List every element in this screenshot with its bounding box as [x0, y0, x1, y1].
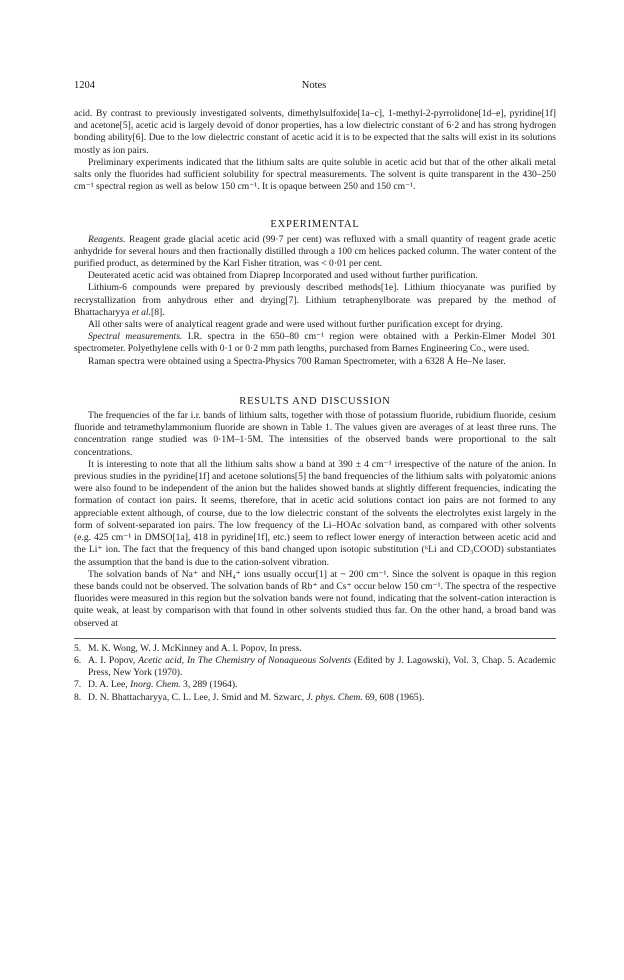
reference-details: 3, 289 (1964). [180, 679, 238, 691]
reference-details: 69, 608 (1965). [362, 691, 425, 703]
results-paragraph: The frequencies of the far i.r. bands of lithium salts, together with those of potassium fluoride, rubidium fluoride, cesium fluoride and tetramethylammonium fluoride are shown in Table 1. The values given are averages of at least three runs. The concentration range studied was 0·1M–1·5M. The intensities of the observed bands were proportional to the salt concentrations. [74, 410, 556, 458]
results-paragraph: The solvation bands of Na⁺ and NH₄⁺ ions usually occur[1] at ~ 200 cm⁻¹. Since the solvent is opaque in this region these bands could not be observed. The solvation bands of Rb⁺ and Cs⁺ occur below 150 cm⁻¹. The spectra of the respective fluorides were measured in this region but the solvation bands were not found, indicating that the solvent-cation interaction is quite weak, at least by comparison with that found in other solvents studied thus far. On the other hand, a broad band was observed at [74, 568, 556, 629]
lithium-paragraph [74, 282, 556, 319]
reference-details: (Edited by J. Lagowski), Vol. 3, Chap. 5. Academic Press, New York (1970). [88, 654, 556, 679]
raman-paragraph: Raman spectra were obtained using a Spectra-Physics 700 Raman Spectrometer, with a 6328 Å He–Ne laser. [88, 355, 506, 367]
reference-number: 5. [74, 642, 82, 654]
results-paragraph: It is interesting to note that all the lithium salts show a band at 390 ± 4 cm⁻¹ irrespective of the nature of the anion. In previous studies in the pyridine[1f] and acetone solutions[5] the band frequencies of the lithium salts with polyatomic anions were also found to be independent of the anion but the halides showed bands at slightly different frequencies, indicating the formation of contact ion pairs. It seems, therefore, that in acetic acid solutions contact ion pairs are not formed to any appreciable extent although, of course, due to the low dielectric constant of the solvents the electrolytes exist largely in the form of solvent-separated ion pairs. The low frequency of the Li–HOAc solvation band, as compared with other solvents (e.g. 425 cm⁻¹ in DMSO[1a], 418 in pyridine[1f], etc.) seem to reflect lower energy of interaction between acetic acid and the Li⁺ ion. The fact that the frequency of this band changed upon isotopic substitution (⁶Li and CD₃COOD) substantiates the assumption that the band is due to the cation-solvent vibration. [74, 458, 556, 568]
et-al: et al. [131, 306, 151, 318]
deuterated-paragraph: Deuterated acetic acid was obtained from Diaprep Incorporated and used without further purification. [88, 270, 478, 282]
article-body [74, 108, 556, 704]
spectral-paragraph [74, 331, 556, 355]
reference-authors: M. K. Wong, W. J. McKinney and A. I. Popov, In press. [88, 642, 302, 654]
reference-number: 6. [74, 654, 82, 666]
reference-item [74, 679, 556, 691]
reagents-lead: Reagents. [88, 233, 126, 245]
reference-text [88, 643, 556, 655]
spectral-lead: Spectral measurements. [88, 331, 183, 343]
reference-item [74, 655, 556, 679]
intro-paragraph: acid. By contrast to previously investigated solvents, dimethylsulfoxide[1a–c], 1-methyl-2-pyrrolidone[1d–e], pyridine[1f] and acetone[5], acetic acid is largely devoid of donor properties, has a low dielectric constant of 6·2 and has strong hydrogen bonding ability[6]. Due to the low dielectric constant of acetic acid it is to be expected that the salts will exist in its solutions mostly as ion pairs. [74, 108, 556, 156]
reagents-text: Reagent grade glacial acetic acid (99·7 per cent) was refluxed with a small quantity of reagent grade acetic anhydride for several hours and then fractionally distilled through a 100 cm helices packed column. The water content of the purified product, as determined by the Karl Fisher titration, was < 0·01 per cent. [74, 233, 556, 270]
reference-authors: D. N. Bhattacharyya, C. L. Lee, J. Smid and M. Szwarc, [88, 691, 307, 703]
running-head: Notes [301, 80, 327, 91]
reference-text [88, 679, 556, 691]
reference-title: J. phys. Chem. [306, 691, 363, 703]
reference-item [74, 692, 556, 704]
spectral-text: I.R. spectra in the 650–80 cm⁻¹ region were obtained with a Perkin-Elmer Model 301 spectrometer. Polyethylene cells with 0·1 or 0·2 mm path lengths, purchased from Barnes Engineering Co., were used. [74, 331, 556, 355]
lithium-ref: [8]. [151, 306, 165, 318]
lithium-text: Lithium-6 compounds were prepared by previously described methods[1e]. Lithium thiocyanate was purified by recrystallization from anhydrous ether and drying[7]. Lithium tetraphenylborate was prepared by the method of Bhattacharyya [74, 282, 556, 318]
reagents-paragraph [74, 234, 556, 271]
page-number: 1204 [74, 80, 95, 91]
salts-paragraph: All other salts were of analytical reagent grade and were used without further purification except for drying. [88, 319, 503, 331]
reference-number: 7. [74, 679, 82, 691]
reference-title: Acetic acid, In The Chemistry of Nonaqueous Solvents [138, 654, 352, 666]
reference-item [74, 643, 556, 655]
reference-number: 8. [74, 691, 82, 703]
section-heading-results: RESULTS AND DISCUSSION [239, 395, 391, 407]
intro-paragraph: Preliminary experiments indicated that the lithium salts are quite soluble in acetic acid but that of the other alkali metal salts only the fluorides had sufficient solubility for spectral measurements. The solvent is quite transparent in the 430–250 cm⁻¹ spectral region as well as below 150 cm⁻¹. It is opaque between 250 and 150 cm⁻¹. [74, 156, 556, 193]
reference-authors: D. A. Lee, [88, 679, 131, 691]
reference-text [88, 692, 556, 704]
reference-authors: A. I. Popov, [88, 654, 139, 666]
section-heading-experimental: EXPERIMENTAL [270, 219, 360, 231]
reference-text [88, 655, 556, 679]
references-list [74, 638, 556, 704]
reference-title: Inorg. Chem. [130, 679, 181, 691]
page-header [74, 80, 554, 94]
